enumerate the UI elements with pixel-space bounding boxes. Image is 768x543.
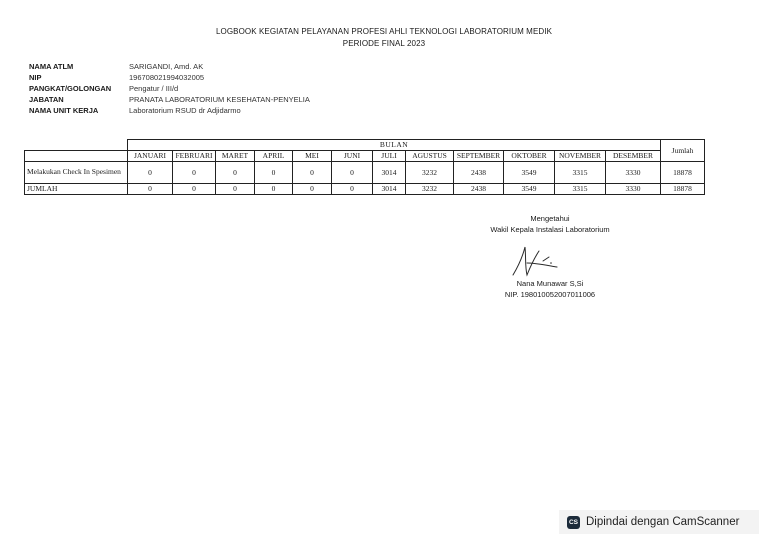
row-label-header <box>25 151 128 162</box>
month-header: APRIL <box>255 151 293 162</box>
info-row-nip <box>29 72 310 83</box>
table-cell: 0 <box>128 162 173 184</box>
table-cell: 0 <box>293 162 332 184</box>
signatory <box>470 278 630 300</box>
row-total: 18878 <box>661 184 705 195</box>
month-header: AGUSTUS <box>406 151 454 162</box>
info-value: Pengatur / III/d <box>129 84 179 93</box>
signature-title: Wakil Kepala Instalasi Laboratorium <box>490 225 610 234</box>
table-cell: 0 <box>216 162 255 184</box>
table-cell: 3549 <box>504 184 555 195</box>
info-label: NAMA ATLM <box>29 62 74 71</box>
month-header: JUNI <box>332 151 373 162</box>
table-cell: 0 <box>293 184 332 195</box>
total-column-header: Jumlah <box>661 140 705 162</box>
table-cell: 0 <box>332 162 373 184</box>
month-group-header: BULAN <box>128 140 661 151</box>
info-label: PANGKAT/GOLONGAN <box>29 84 112 93</box>
info-row-rank <box>29 83 310 94</box>
table-cell: 3232 <box>406 184 454 195</box>
table-cell: 3315 <box>555 162 606 184</box>
info-label: NIP <box>29 73 42 82</box>
info-row-unit <box>29 105 310 116</box>
table-cell: 3330 <box>606 162 661 184</box>
employee-info <box>29 61 310 116</box>
row-label: Melakukan Check In Spesimen <box>25 162 128 184</box>
row-total: 18878 <box>661 162 705 184</box>
info-label: NAMA UNIT KERJA <box>29 106 99 115</box>
table-cell: 0 <box>255 184 293 195</box>
signature-acknowledge: Mengetahui <box>530 214 570 223</box>
info-row-position <box>29 94 310 105</box>
month-header: FEBRUARI <box>173 151 216 162</box>
table-cell: 0 <box>173 162 216 184</box>
table-cell: 3232 <box>406 162 454 184</box>
table-cell: 3549 <box>504 162 555 184</box>
table-cell: 0 <box>173 184 216 195</box>
month-header: OKTOBER <box>504 151 555 162</box>
table-cell: 2438 <box>454 184 504 195</box>
info-value: PRANATA LABORATORIUM KESEHATAN-PENYELIA <box>129 95 310 104</box>
table-cell: 0 <box>255 162 293 184</box>
document-period: PERIODE FINAL 2023 <box>342 39 426 48</box>
info-value: SARIGANDI, Amd. AK <box>129 62 204 71</box>
month-header: MEI <box>293 151 332 162</box>
signatory-name: Nana Munawar S,Si <box>516 279 584 288</box>
signature-block <box>470 213 630 235</box>
row-label: JUMLAH <box>25 184 128 195</box>
table-row <box>25 162 705 184</box>
month-header-row <box>25 151 705 162</box>
table-row-total <box>25 184 705 195</box>
logbook-table <box>24 139 705 195</box>
month-header: JANUARI <box>128 151 173 162</box>
month-header: SEPTEMBER <box>454 151 504 162</box>
table-cell: 3315 <box>555 184 606 195</box>
table-corner <box>25 140 128 151</box>
info-row-name <box>29 61 310 72</box>
document-title: LOGBOOK KEGIATAN PELAYANAN PROFESI AHLI TEKNOLOGI LABORATORIUM MEDIK <box>215 27 553 36</box>
info-value: Laboratorium RSUD dr Adjidarmo <box>129 106 241 115</box>
table-cell: 3014 <box>373 162 406 184</box>
camscanner-text: Dipindai dengan CamScanner <box>586 516 740 528</box>
table-cell: 3014 <box>373 184 406 195</box>
camscanner-icon: CS <box>567 516 580 529</box>
table-cell: 3330 <box>606 184 661 195</box>
handwritten-signature <box>505 243 565 279</box>
camscanner-watermark <box>559 510 759 534</box>
table-cell: 0 <box>216 184 255 195</box>
info-value: 196708021994032005 <box>129 73 205 82</box>
month-header: NOVEMBER <box>555 151 606 162</box>
table-cell: 0 <box>332 184 373 195</box>
table-cell: 0 <box>128 184 173 195</box>
signatory-nip: NIP. 198010052007011006 <box>504 290 596 299</box>
month-header: DESEMBER <box>606 151 661 162</box>
month-header: MARET <box>216 151 255 162</box>
table-cell: 2438 <box>454 162 504 184</box>
month-header: JULI <box>373 151 406 162</box>
info-label: JABATAN <box>29 95 64 104</box>
